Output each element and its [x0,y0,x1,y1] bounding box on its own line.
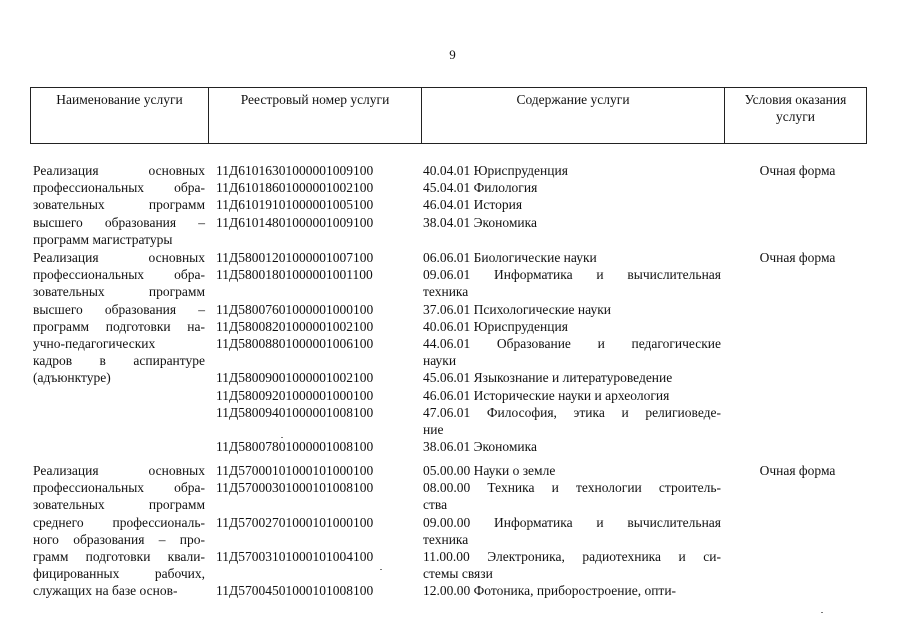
registry-number: 11Д57000301000101008100 [216,480,374,496]
header-conditions-line-2: услуги [776,109,815,124]
service-name-line: учно-педагогических [33,336,156,351]
service-content-line: 40.06.01 Юриспруденция [423,318,568,334]
service-content-line: 05.00.00 Науки о земле [423,463,556,478]
service-content-line: ние [423,422,444,437]
scan-speck [380,569,382,570]
service-name-line: ного образования – про- [33,531,205,547]
service-content-line: 44.06.01 Образование и педагогические [423,336,721,351]
service-content-line: 38.04.01 Экономика [423,214,537,230]
service-name-line: зовательных программ [33,497,205,513]
service-content-line: 08.00.00 Техника и технологии строитель- [423,480,721,496]
service-condition: Очная форма [759,250,836,265]
registry-number: 11Д57002701000101000100 [216,514,374,530]
service-content-line: 45.04.01 Филология [423,180,538,196]
service-content-line: 47.06.01 Философия, этика и религиоведе- [423,404,721,420]
registry-number: 11Д61014801000001009100 [216,214,374,230]
service-content-line: 46.04.01 История [423,197,523,213]
service-name-line: программ подготовки на- [33,318,205,334]
service-name-line: Реализация основных [33,250,205,265]
service-content-line: 46.06.01 Исторические науки и археология [423,387,670,403]
service-name-line: профессиональных обра- [33,267,205,283]
registry-number: 11Д58007601000001000100 [216,301,374,317]
service-condition: Очная форма [759,163,836,178]
header-conditions-line-1: Условия оказания [744,92,847,107]
registry-number: 11Д57000101000101000100 [216,463,374,478]
page-number: 9 [449,47,456,62]
service-name-line: фицированных рабочих, [33,566,205,582]
service-name-line: кадров в аспирантуре [33,353,205,369]
service-content-line: стемы связи [423,566,493,582]
service-content-line: науки [423,353,457,369]
registry-number: 11Д58007801000001008100 [216,439,374,455]
scan-speck [281,437,283,438]
registry-number: 11Д58001801000001001100 [216,267,373,283]
service-name-line: зовательных программ [33,284,205,300]
service-content-line: 09.00.00 Информатика и вычислительная [423,514,721,530]
service-name-line: высшего образования – [33,301,205,317]
service-content-line: техника [423,531,469,547]
registry-number: 11Д57003101000101004100 [216,549,374,564]
service-content-line: 09.06.01 Информатика и вычислительная [423,267,721,283]
service-name-line: Реализация основных [33,163,205,178]
registry-number: 11Д58009401000001008100 [216,404,374,420]
service-name-line: Реализация основных [33,463,205,478]
header-registry-number: Реестровый номер услуги [240,92,390,107]
registry-number: 11Д61018601000001002100 [216,180,374,196]
service-name-line: профессиональных обра- [33,180,205,196]
registry-number: 11Д58009001000001002100 [216,370,374,386]
service-content-line: 12.00.00 Фотоника, приборостроение, опти- [423,583,677,599]
table-header [30,87,867,144]
registry-number: 11Д58001201000001007100 [216,250,374,265]
service-condition: Очная форма [759,463,836,478]
registry-number: 11Д58008801000001006100 [216,336,374,351]
service-content-line: ства [423,497,448,513]
service-content-line: техника [423,284,469,300]
service-name-line: (адъюнктуре) [33,370,111,386]
service-name-line: среднего профессиональ- [33,514,205,530]
service-content-line: 06.06.01 Биологические науки [423,250,597,265]
header-service-name: Наименование услуги [56,92,183,107]
service-content-line: 38.06.01 Экономика [423,439,537,455]
registry-number: 11Д57004501000101008100 [216,583,374,599]
service-content-line: 40.04.01 Юриспруденция [423,163,568,178]
registry-number: 11Д58008201000001002100 [216,318,374,334]
service-name-line: программ магистратуры [33,231,173,247]
registry-number: 11Д58009201000001000100 [216,387,374,403]
service-name-line: грамм подготовки квали- [33,549,205,564]
registry-number: 11Д61016301000001009100 [216,163,374,178]
header-conditions [725,88,866,143]
service-content-line: 11.00.00 Электроника, радиотехника и си- [423,549,721,564]
header-service-content: Содержание услуги [516,92,630,107]
service-content-line: 37.06.01 Психологические науки [423,301,611,317]
service-name-line: служащих на базе основ- [33,583,178,599]
service-content-line: 45.06.01 Языкознание и литературоведение [423,370,673,386]
registry-number: 11Д61019101000001005100 [216,197,374,213]
service-name-line: профессиональных обра- [33,480,205,496]
scan-speck [821,612,823,613]
service-name-line: зовательных программ [33,197,205,213]
service-name-line: высшего образования – [33,214,205,230]
